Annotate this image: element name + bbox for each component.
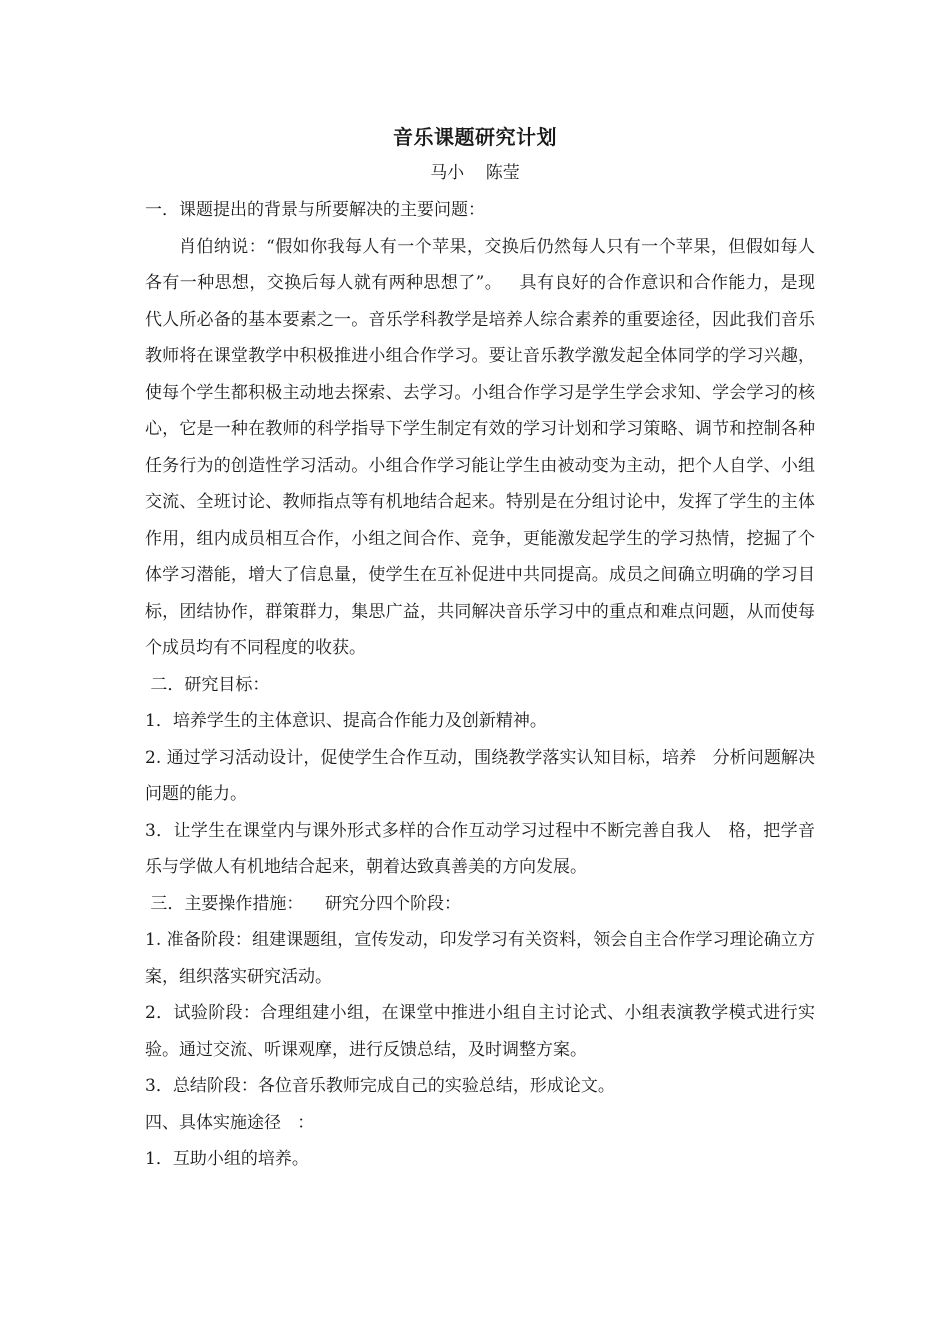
stage-item-3: 3．总结阶段：各位音乐教师完成自己的实验总结，形成论文。 (145, 1076, 615, 1096)
heading-background: 一．课题提出的背景与所要解决的主要问题： (145, 200, 485, 220)
paragraph-background: 肖伯纳说：“假如你我每人有一个苹果，交换后仍然每人只有一个苹果，但假如每人各有一种思想，交换后每人就有两种思想了”。 具有良好的合作意识和合作能力，是现代人所必备的基本要素之一。音乐学科教学是培养人综合素养的重要途径，因此我们音乐教师将在课堂教学中积极推进小组合作学习。要让音乐教学激发起全体同学的学习兴趣，使每个学生都积极主动地去探索、去学习。小组合作学习是学生学会求知、学会学习的核心，它是一种在教师的科学指导下学生制定有效的学习计划和学习策略、调节和控制各种任务行为的创造性学习活动。小组合作学习能让学生由被动变为主动，把个人自学、小组交流、全班讨论、教师指点等有机地结合起来。特别是在分组讨论中，发挥了学生的主体作用，组内成员相互合作，小组之间合作、竞争，更能激发起学生的学习热情，挖掘了个体学习潜能，增大了信息量，使学生在互补促进中共同提高。成员之间确立明确的学习目标，团结协作，群策群力，集思广益，共同解决音乐学习中的重点和难点问题，从而使每个成员均有不同程度的收获。 (145, 236, 815, 658)
heading-implementation: 四、具体实施途径 ： (145, 1112, 315, 1133)
heading-research-goals: 二．研究目标： (145, 674, 270, 695)
goal-item-2: 2. 通过学习活动设计，促使学生合作互动，围绕教学落实认知目标，培养 分析问题解决问题的能力。 (145, 747, 815, 804)
goal-item-3: 3．让学生在课堂内与课外形式多样的合作互动学习过程中不断完善自我人 格，把学音乐与学做人有机地结合起来，朝着达致真善美的方向发展。 (145, 820, 815, 877)
heading-operations: 三．主要操作措施： 研究分四个阶段： (145, 893, 462, 914)
stage-item-2: 2．试验阶段：合理组建小组，在课堂中推进小组自主讨论式、小组表演教学模式进行实验。通过交流、听课观摩，进行反馈总结，及时调整方案。 (145, 1003, 815, 1060)
implementation-item-1: 1．互助小组的培养。 (145, 1149, 309, 1169)
document-title: 音乐课题研究计划 (393, 125, 557, 149)
stage-item-1: 1. 准备阶段：组建课题组，宣传发动，印发学习有关资料，领会自主合作学习理论确立方案，组织落实研究活动。 (145, 930, 815, 987)
document-authors: 马小 陈莹 (430, 163, 520, 183)
goal-item-1: 1．培养学生的主体意识、提高合作能力及创新精神。 (145, 711, 547, 731)
document-body (145, 192, 815, 1178)
